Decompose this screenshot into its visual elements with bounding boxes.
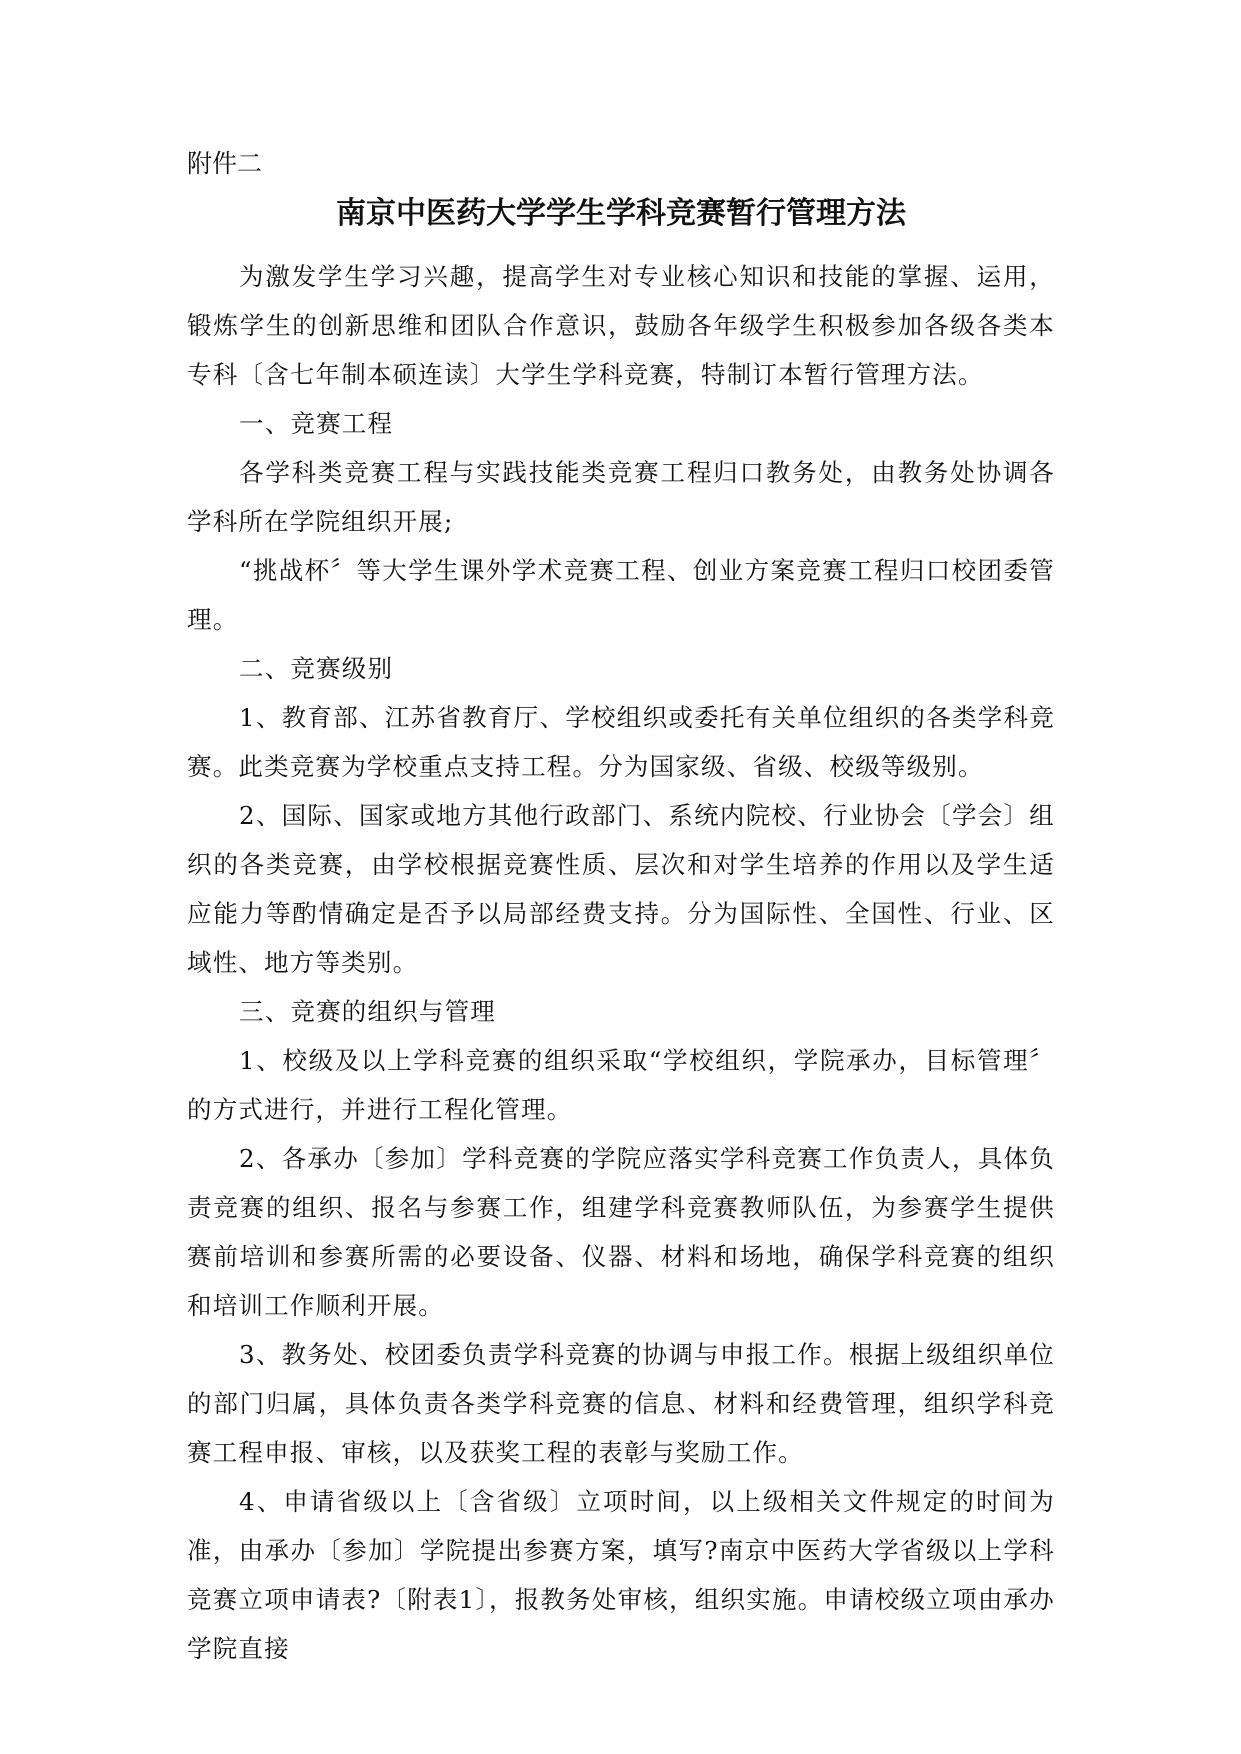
body-paragraph: 4、申请省级以上〔含省级〕立项时间，以上级相关文件规定的时间为准，由承办〔参加〕学院提出参赛方案，填写?南京中医药大学省级以上学科竞赛立项申请表?〔附表1〕，报教务处审核，组织实施。申请校级立项由承办学院直接	[187, 1487, 1055, 1663]
document-title: 南京中医药大学学生学科竞赛暂行管理方法	[336, 196, 906, 231]
body-paragraph: “挑战杯〞等大学生课外学术竞赛工程、创业方案竞赛工程归口校团委管理。	[187, 556, 1055, 634]
body-paragraph: 2、国际、国家或地方其他行政部门、系统内院校、行业协会〔学会〕组织的各类竞赛，由学校根据竞赛性质、层次和对学生培养的作用以及学生适应能力等酌情确定是否予以局部经费支持。分为国际性、全国性、行业、区域性、地方等类别。	[187, 801, 1055, 977]
body-paragraph: 1、校级及以上学科竞赛的组织采取“学校组织，学院承办，目标管理〞的方式进行，并进行工程化管理。	[187, 1046, 1055, 1124]
document-body	[187, 252, 1055, 1673]
body-paragraph: 1、教育部、江苏省教育厅、学校组织或委托有关单位组织的各类学科竞赛。此类竞赛为学校重点支持工程。分为国家级、省级、校级等级别。	[187, 703, 1055, 781]
body-paragraph: 2、各承办〔参加〕学科竞赛的学院应落实学科竞赛工作负责人，具体负责竞赛的组织、报名与参赛工作，组建学科竞赛教师队伍，为参赛学生提供赛前培训和参赛所需的必要设备、仪器、材料和场地，确保学科竞赛的组织和培训工作顺利开展。	[187, 1144, 1055, 1320]
body-paragraph: 各学科类竞赛工程与实践技能类竞赛工程归口教务处，由教务处协调各学科所在学院组织开展;	[187, 458, 1055, 536]
section-heading-1: 一、竞赛工程	[239, 409, 394, 438]
section-heading-2: 二、竞赛级别	[239, 654, 394, 683]
body-paragraph: 3、教务处、校团委负责学科竞赛的协调与申报工作。根据上级组织单位的部门归属，具体负责各类学科竞赛的信息、材料和经费管理，组织学科竞赛工程申报、审核，以及获奖工程的表彰与奖励工作。	[187, 1340, 1055, 1467]
intro-paragraph: 为激发学生学习兴趣，提高学生对专业核心知识和技能的掌握、运用，锻炼学生的创新思维和团队合作意识，鼓励各年级学生积极参加各级各类本专科〔含七年制本硕连读〕大学生学科竞赛，特制订本暂行管理方法。	[187, 262, 1055, 389]
section-heading-3: 三、竞赛的组织与管理	[239, 997, 496, 1026]
attachment-label: 附件二	[187, 149, 263, 178]
